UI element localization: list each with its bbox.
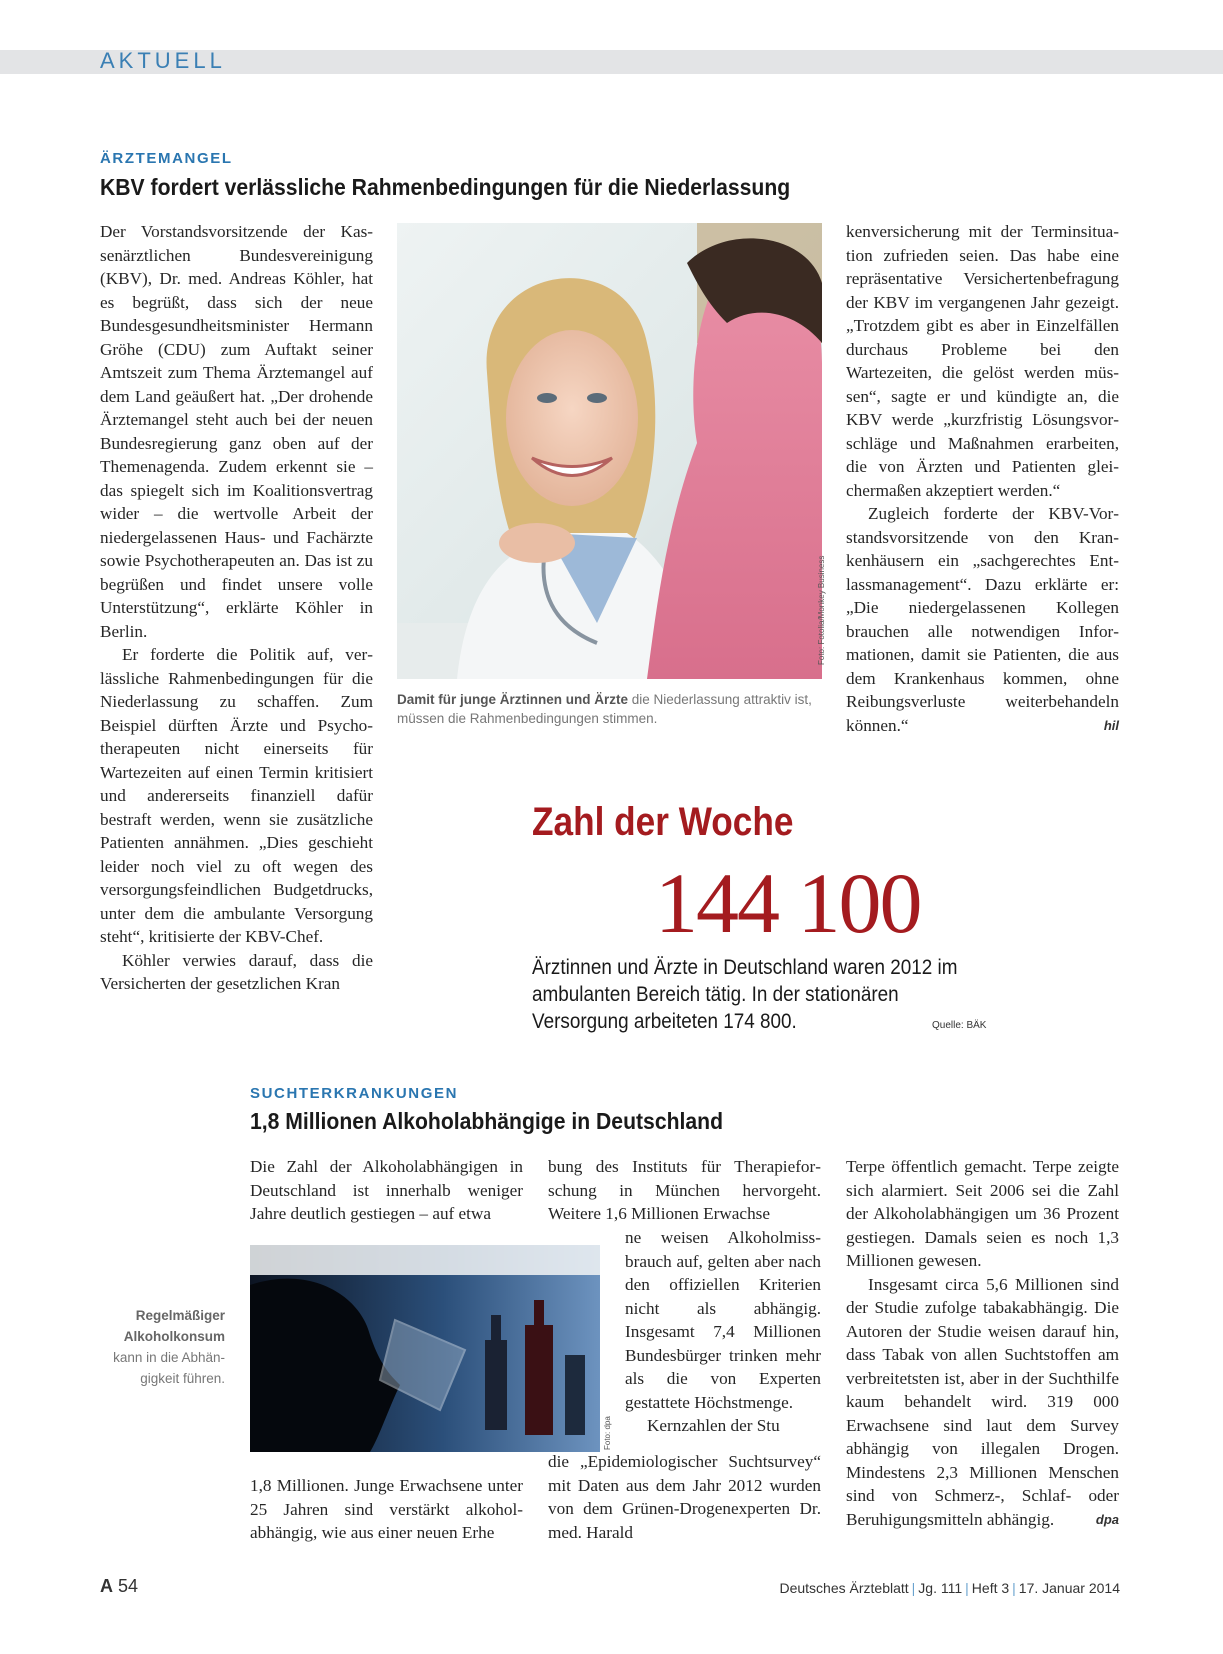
article2-headline: 1,8 Millionen Alkoholabhängige in Deutschland	[250, 1108, 724, 1134]
alcohol-photo-caption	[80, 1305, 225, 1389]
zahl-der-woche-number: 144 100	[655, 855, 921, 951]
photo-caption	[397, 690, 822, 728]
article2-column-1-top	[250, 1155, 523, 1226]
zahl-der-woche-source: Quelle: BÄK	[932, 1020, 987, 1031]
article1-column-1	[100, 220, 373, 996]
paragraph: Terpe öffentlich gemacht. Terpe zeigte sich alarmiert. Seit 2006 sei die Zahl der Alkoholabhängigen um 36 Prozent gestiegen. Damals seien es noch 1,3 Millionen gewesen.	[846, 1157, 1119, 1270]
paragraph: die „Epidemiologischer Suchtsurvey“ mit Daten aus dem Jahr 2012 wurden von dem Grünen-Drogenexperten Dr. med. Harald	[548, 1452, 821, 1542]
alcohol-photo	[250, 1245, 600, 1452]
page-number-value: 54	[118, 1576, 139, 1596]
section-label: AKTUELL	[100, 48, 226, 73]
journal-name: Deutsches Ärzteblatt	[779, 1580, 909, 1596]
article2-column-2-narrow	[625, 1226, 821, 1438]
photo-credit: Foto: dpa	[603, 1416, 612, 1450]
paragraph: bung des Instituts für Therapieforschung in München hervorgeht. Weitere 1,6 Millionen Erwachse	[548, 1157, 821, 1223]
issue: Heft 3	[971, 1580, 1010, 1596]
paragraph-text: Zugleich forderte der KBV-Vorstandsvorsitzende von den Krankenhäusern ein „sachgerechtes Entlassmanagement“. Dazu erklärte er: „Die niedergelassenen Kollegen brauchen alle notwendigen Informationen, damit sie Patienten, die aus dem Krankenhaus kommen, ohne Reibungsverluste weiterbehandeln können.“	[846, 504, 1119, 735]
caption-lead: Regelmäßiger Alkoholkonsum	[123, 1308, 225, 1344]
article1-headline: KBV fordert verlässliche Rahmenbedingungen für die Niederlassung	[100, 174, 791, 200]
photo-credit: Foto: Fotolia/Monkey Business	[817, 555, 826, 665]
paragraph: Er forderte die Politik auf, verlässliche Rahmenbedingungen für die Niederlassung zu schaffen. Zum Beispiel dürften Ärzte und Psychotherapeuten nicht einerseits für Wartezeiten auf einen Termin kritisiert und andererseits finanziell dafür bestraft werden, wenn sie zusätzliche Patienten annähmen. „Dies geschieht leider noch viel zu oft wegen des versorgungsfeindlichen Budgetdrucks, unter dem die ambulante Versorgung steht“, kritisierte der KBV-Chef.	[100, 645, 373, 946]
paragraph-text: Insgesamt circa 5,6 Millionen sind der Studie zufolge tabakabhängig. Die Autoren der Studie weisen darauf hin, dass Tabak von allen Suchtstoffen am verbreitetsten ist, aber in der Suchthilfe kaum behandelt wird. 319 000 Erwachsene sind laut dem Survey abhängig von illegalen Drogen. Mindestens 2,3 Millionen Menschen sind von Schmerz-, Schlaf- oder Beruhigungsmitteln abhängig.	[846, 1274, 1119, 1529]
caption-lead: Damit für junge Ärztinnen und Ärzte	[397, 692, 628, 707]
issue-date: 17. Januar 2014	[1018, 1580, 1120, 1596]
article2-kicker: SUCHTERKRANKUNGEN	[250, 1085, 459, 1102]
paragraph: Kernzahlen der Stu	[647, 1416, 780, 1435]
article2-column-1-bottom	[250, 1474, 523, 1545]
doctor-photo	[397, 223, 822, 679]
caption-text: kann in die Abhängigkeit führen.	[113, 1350, 225, 1386]
article2-column-3	[846, 1155, 1119, 1531]
paragraph	[846, 1273, 1119, 1532]
caption-text: die Niederlassung attraktiv ist, müssen die Rahmenbedingungen stimmen.	[397, 692, 812, 726]
footer-citation: Deutsches Ärzteblatt | Jg. 111 | Heft 3 | 17. Januar 2014	[779, 1580, 1120, 1596]
paragraph: Köhler verwies darauf, dass die Versicherten der gesetzlichen Kran	[100, 950, 373, 993]
article1-column-3	[846, 220, 1119, 737]
article2-column-2-bottom	[548, 1450, 821, 1544]
paragraph: Der Vorstandsvorsitzende der Kassenärztlichen Bundesvereinigung (KBV), Dr. med. Andreas Köhler, hat es begrüßt, dass sich der neue Bundesgesundheitsminister Hermann Gröhe (CDU) zum Auftakt seiner Amtszeit zum Thema Ärztemangel auf dem Land geäußert hat. „Der drohende Ärztemangel steht auch bei der neuen Bundesregierung ganz oben auf der Themenagenda. Zudem erkennt sie – das spiegelt sich im Koalitionsvertrag wider – die wertvolle Arbeit der niedergelassenen Haus- und Fachärzte sowie Psychotherapeuten an. Das ist zu begrüßen und findet unsere volle Unterstützung“, erklärte Köhler in Berlin.	[100, 222, 373, 641]
page-number	[100, 1576, 138, 1597]
article2-column-2-top	[548, 1155, 821, 1226]
paragraph: ne weisen Alkoholmissbrauch auf, gelten aber nach den offiziellen Kriterien nicht als abhängig. Insgesamt 7,4 Millionen Bundesbürger trinken mehr als die von Experten gestattete Höchstmenge.	[625, 1228, 821, 1412]
zahl-der-woche-title: Zahl der Woche	[532, 800, 794, 844]
paragraph	[846, 502, 1119, 737]
paragraph: Die Zahl der Alkoholabhängigen in Deutschland ist innerhalb weniger Jahre deutlich gestiegen – auf etwa	[250, 1157, 523, 1223]
volume: Jg. 111	[918, 1580, 963, 1596]
paragraph: 1,8 Millionen. Junge Erwachsene unter 25 Jahren sind verstärkt alkoholabhängig, wie aus einer neuen Erhe	[250, 1476, 523, 1542]
author-signature: dpa	[1095, 1511, 1119, 1527]
zahl-der-woche-text: Ärztinnen und Ärzte in Deutschland waren 2012 im ambulanten Bereich tätig. In der stationären Versorgung arbeiteten 174 800.	[532, 956, 958, 1033]
paragraph: kenversicherung mit der Terminsituation zufrieden seien. Das habe eine repräsentative Versichertenbefragung der KBV im vergangenen Jahr gezeigt. „Trotzdem gibt es aber in Einzelfällen durchaus Probleme bei den Wartezeiten, die gelöst werden müssen“, sagte er und kündigte an, die KBV werde „kurzfristig Lösungsvorschläge und Maßnahmen erarbeiten, die von Ärzten und Patienten gleichermaßen akzeptiert werden.“	[846, 222, 1119, 500]
author-signature: hil	[1103, 717, 1119, 733]
page-prefix: A	[100, 1576, 113, 1596]
article1-kicker: ÄRZTEMANGEL	[100, 150, 233, 167]
